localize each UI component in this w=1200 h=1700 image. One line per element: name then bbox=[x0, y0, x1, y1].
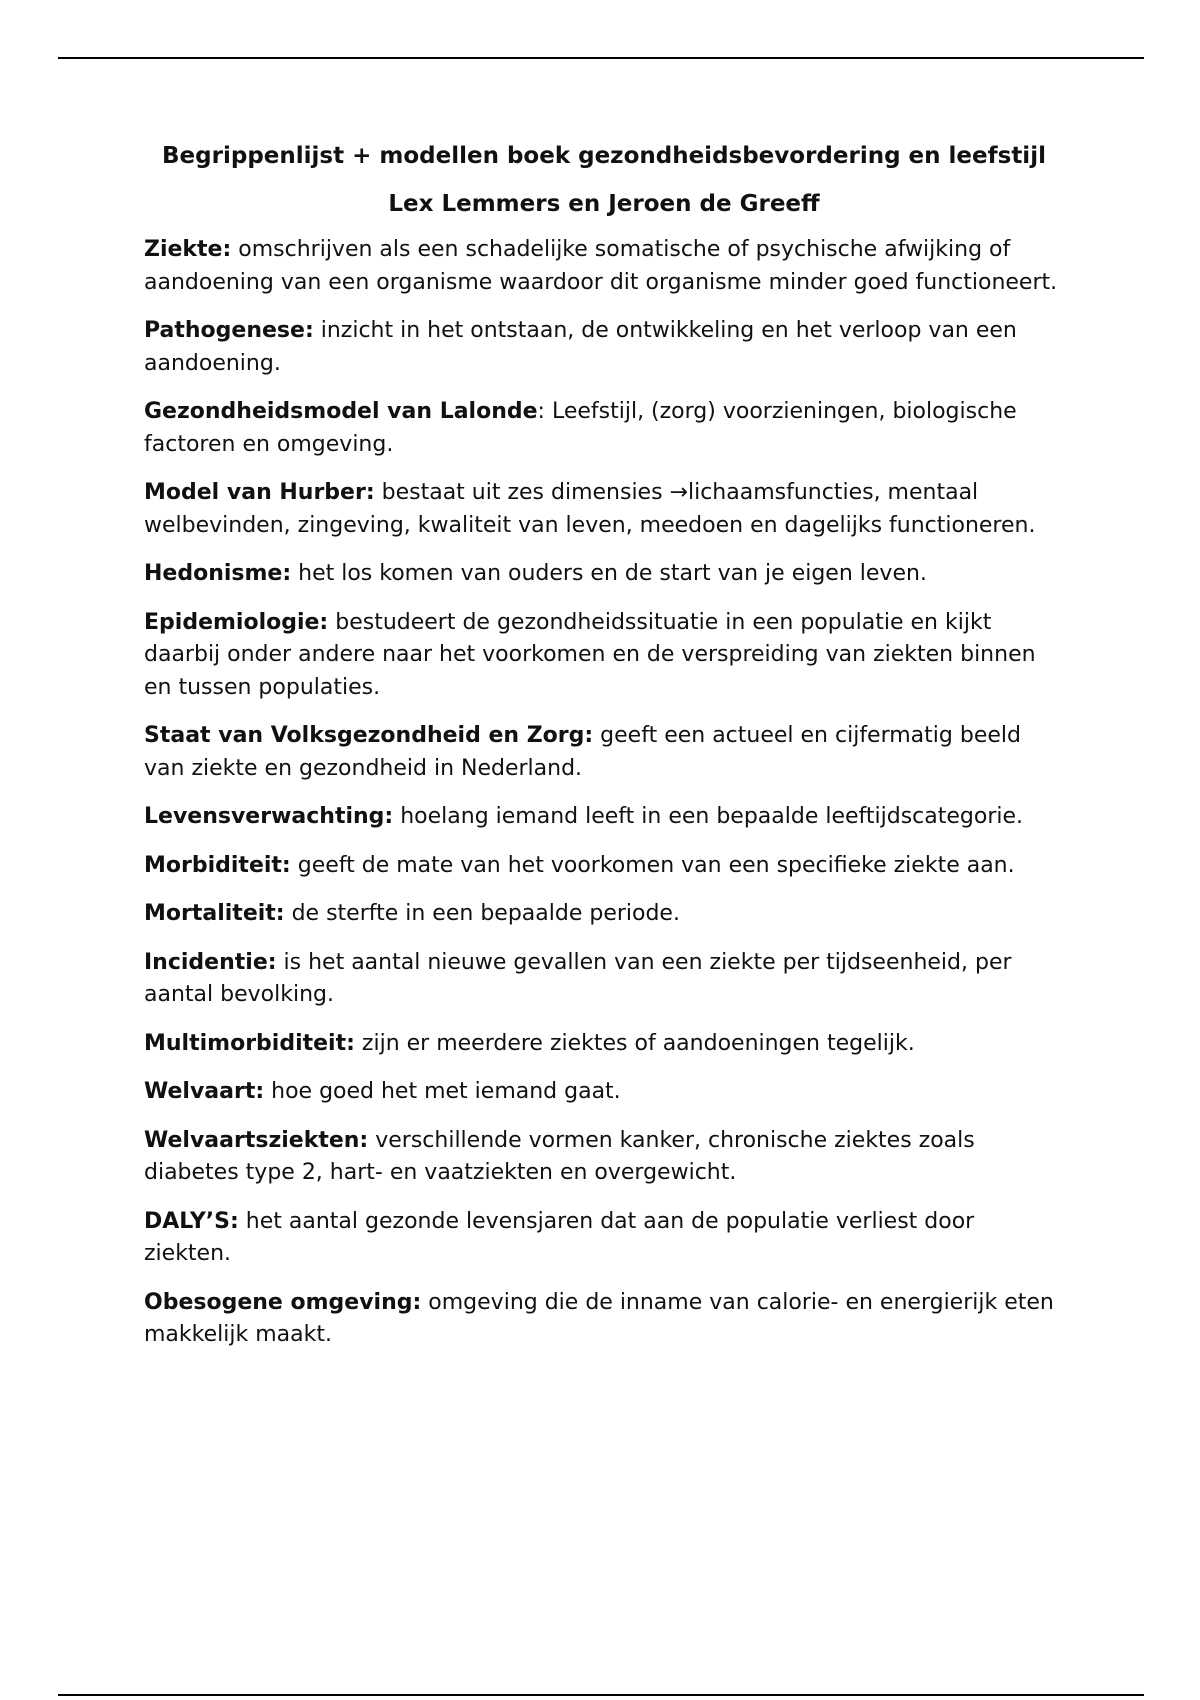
glossary-term: Hedonisme: bbox=[144, 561, 292, 586]
glossary-definition: geeft een actueel en cijfermatig beeld van ziekte en gezondheid in Nederland. bbox=[144, 723, 1021, 781]
document-authors: Lex Lemmers en Jeroen de Greeff bbox=[388, 191, 820, 217]
glossary-entry-epidemiologie bbox=[144, 607, 1064, 705]
glossary-term: Levensverwachting: bbox=[144, 804, 394, 829]
glossary-term: Incidentie: bbox=[144, 949, 277, 975]
glossary-term: Welvaartsziekten: bbox=[144, 1127, 369, 1153]
glossary-definition: is het aantal nieuwe gevallen van een ziekte per tijdseenheid, per aantal bevolking. bbox=[144, 949, 1012, 1007]
glossary-definition: verschillende vormen kanker, chronische ziektes zoals diabetes type 2, hart- en vaatziekten en overgewicht. bbox=[144, 1127, 975, 1185]
glossary-entry-incidentie bbox=[144, 947, 1064, 1012]
glossary-term: Multimorbiditeit: bbox=[144, 1030, 355, 1056]
glossary-definition: geeft de mate van het voorkomen van een specifieke ziekte aan. bbox=[290, 852, 1015, 878]
header-rule bbox=[58, 57, 1144, 59]
glossary-entry-welvaart bbox=[144, 1076, 1064, 1109]
glossary-entry-dalys bbox=[144, 1206, 1064, 1271]
glossary-definition: het los komen van ouders en de start van je eigen leven. bbox=[291, 561, 927, 586]
glossary-entry-lalonde bbox=[144, 396, 1064, 461]
glossary-entry-volksgezondheid bbox=[144, 720, 1064, 785]
glossary-definition: de sterfte in een bepaalde periode. bbox=[284, 901, 680, 926]
glossary-term: Staat van Volksgezondheid en Zorg: bbox=[144, 723, 594, 748]
glossary-entry-obesogene-omgeving bbox=[144, 1287, 1064, 1352]
glossary-entry-hedonisme bbox=[144, 558, 1064, 591]
glossary-entry-morbiditeit bbox=[144, 850, 1064, 883]
glossary-entry-mortaliteit bbox=[144, 898, 1064, 931]
glossary-term: Pathogenese: bbox=[144, 318, 314, 343]
glossary-term: Obesogene omgeving: bbox=[144, 1289, 422, 1315]
glossary-entry-ziekte bbox=[144, 234, 1064, 299]
glossary-definition: omschrijven als een schadelijke somatische of psychische afwijking of aandoening van een organisme waardoor dit organisme minder goed functioneert. bbox=[144, 237, 1058, 295]
glossary-term: Welvaart: bbox=[144, 1079, 265, 1104]
glossary-list bbox=[144, 234, 1064, 1352]
glossary-definition: inzicht in het ontstaan, de ontwikkeling en het verloop van een aandoening. bbox=[144, 318, 1017, 376]
glossary-definition: bestaat uit zes dimensies →lichaamsfuncties, mentaal welbevinden, zingeving, kwaliteit van leven, meedoen en dagelijks functioneren. bbox=[144, 480, 1036, 538]
glossary-term: Morbiditeit: bbox=[144, 852, 291, 878]
glossary-definition: hoelang iemand leeft in een bepaalde leeftijdscategorie. bbox=[393, 804, 1024, 829]
glossary-term: Ziekte: bbox=[144, 237, 232, 262]
glossary-entry-multimorbiditeit bbox=[144, 1028, 1064, 1061]
glossary-term: Gezondheidsmodel van Lalonde bbox=[144, 399, 538, 424]
glossary-entry-hurber bbox=[144, 477, 1064, 542]
glossary-definition: bestudeert de gezondheidssituatie in een populatie en kijkt daarbij onder andere naar het voorkomen en de verspreiding van ziekten binnen en tussen populaties. bbox=[144, 609, 1036, 700]
glossary-term: Epidemiologie: bbox=[144, 609, 329, 635]
footer-rule bbox=[58, 1694, 1144, 1696]
glossary-entry-pathogenese bbox=[144, 315, 1064, 380]
glossary-definition: : Leefstijl, (zorg) voorzieningen, biologische factoren en omgeving. bbox=[144, 399, 1017, 457]
glossary-term: Model van Hurber: bbox=[144, 480, 375, 505]
document-body bbox=[144, 140, 1064, 1368]
glossary-definition: het aantal gezonde levensjaren dat aan de populatie verliest door ziekten. bbox=[144, 1208, 975, 1266]
document-title: Begrippenlijst + modellen boek gezondheidsbevordering en leefstijl bbox=[162, 143, 1046, 169]
glossary-definition: omgeving die de inname van calorie- en energierijk eten makkelijk maakt. bbox=[144, 1289, 1054, 1347]
glossary-entry-levensverwachting bbox=[144, 801, 1064, 834]
glossary-term: DALY’S: bbox=[144, 1208, 239, 1234]
glossary-term: Mortaliteit: bbox=[144, 901, 285, 926]
glossary-definition: hoe goed het met iemand gaat. bbox=[264, 1079, 621, 1104]
glossary-definition: zijn er meerdere ziektes of aandoeningen tegelijk. bbox=[354, 1030, 915, 1056]
glossary-entry-welvaartsziekten bbox=[144, 1125, 1064, 1190]
